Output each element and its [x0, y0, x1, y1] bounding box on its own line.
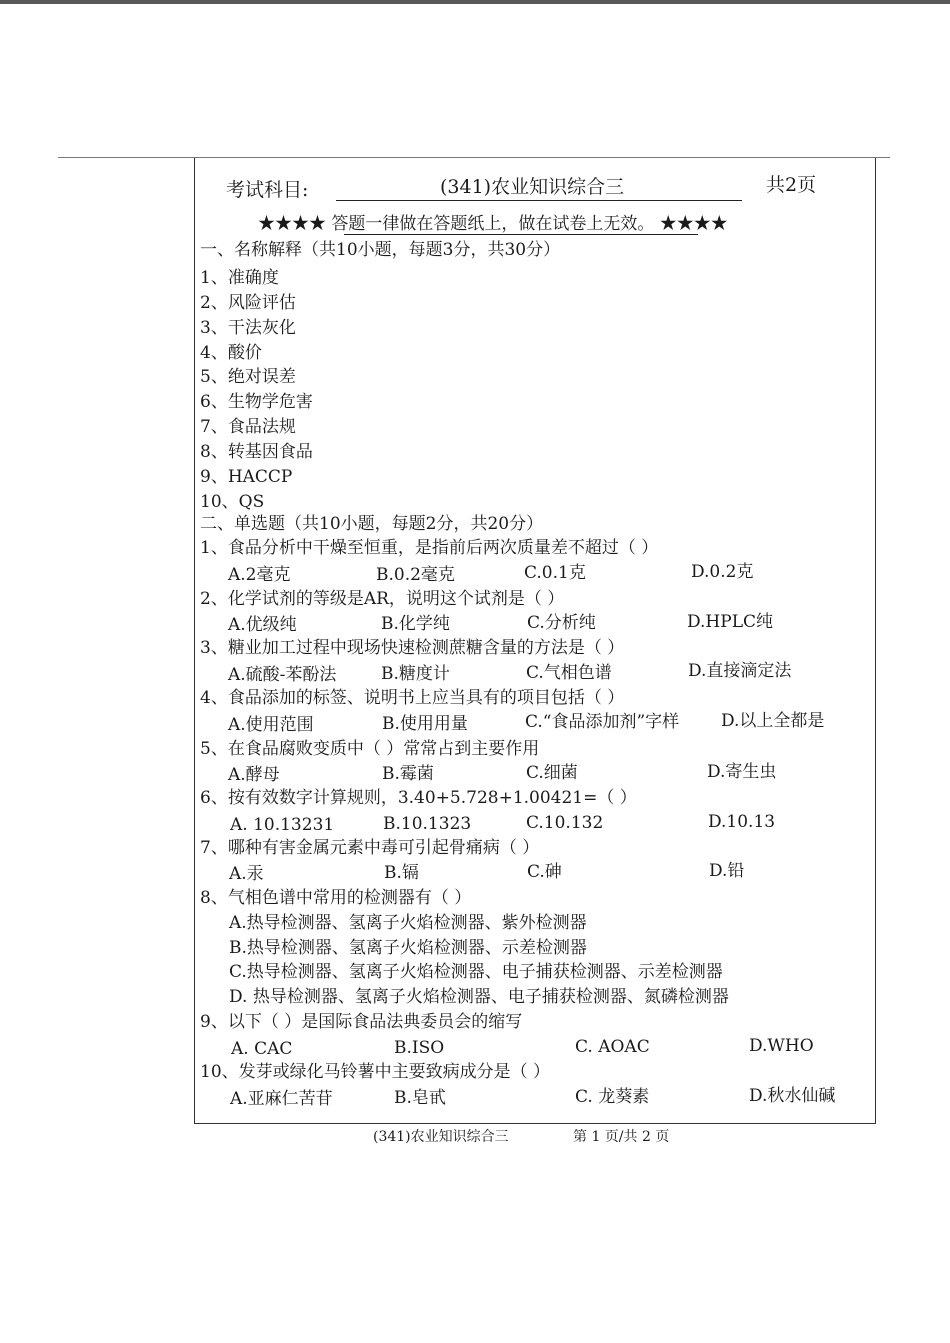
question-text: 1、食品分析中干燥至恒重，是指前后两次质量差不超过（ ） — [200, 538, 659, 558]
option-c: C.分析纯 — [527, 613, 596, 633]
term-item: 4、酸价 — [200, 343, 262, 363]
option-b: B.皂甙 — [394, 1088, 446, 1108]
option-d: D.秋水仙碱 — [749, 1086, 836, 1106]
option-a: A.优级纯 — [228, 615, 297, 635]
question-text: 7、哪种有害金属元素中毒可引起骨痛病（ ） — [200, 838, 540, 858]
header-rule — [58, 157, 890, 158]
question-text: 5、在食品腐败变质中（ ）常常占到主要作用 — [200, 739, 540, 759]
option-a: A. CAC — [231, 1039, 293, 1059]
option-a: A.酵母 — [228, 765, 280, 785]
option-d: D.10.13 — [708, 812, 776, 832]
frame-bottom-border — [194, 1123, 876, 1124]
frame-left-border — [194, 158, 195, 1124]
option-a: A.汞 — [229, 864, 264, 884]
option-b: B.0.2毫克 — [376, 565, 455, 585]
term-item: 3、干法灰化 — [200, 318, 296, 338]
term-item: 1、准确度 — [200, 268, 279, 288]
option-d: D.铅 — [709, 861, 745, 881]
footer-subject: (341)农业知识综合三 — [373, 1129, 509, 1145]
option-c: C.热导检测器、氢离子火焰检测器、电子捕获检测器、示差检测器 — [229, 962, 723, 982]
option-b: B.镉 — [384, 863, 419, 883]
term-item: 6、生物学危害 — [200, 392, 313, 412]
term-item: 2、风险评估 — [200, 293, 296, 313]
question-text: 10、发芽或绿化马铃薯中主要致病成分是（ ） — [200, 1062, 551, 1082]
option-a: A.使用范围 — [228, 715, 314, 735]
frame-right-border — [875, 158, 876, 1124]
option-a: A.热导检测器、氢离子火焰检测器、紫外检测器 — [229, 913, 587, 933]
option-a: A.亚麻仁苦苷 — [230, 1089, 333, 1109]
question-text: 8、气相色谱中常用的检测器有（ ） — [200, 888, 472, 908]
exam-subject-name: (341)农业知识综合三 — [440, 176, 625, 198]
term-item: 10、QS — [200, 492, 265, 512]
option-b: B.10.1323 — [383, 814, 472, 834]
option-b: B.霉菌 — [382, 764, 434, 784]
option-c: C. 龙葵素 — [575, 1087, 650, 1107]
option-d: D.WHO — [749, 1036, 814, 1056]
question-text: 4、食品添加的标签、说明书上应当具有的项目包括（ ） — [200, 688, 625, 708]
option-a: A.2毫克 — [228, 565, 291, 585]
option-d: D. 热导检测器、氢离子火焰检测器、电子捕获检测器、氮磷检测器 — [229, 987, 729, 1007]
option-b: B.热导检测器、氢离子火焰检测器、示差检测器 — [229, 938, 587, 958]
term-item: 5、绝对误差 — [200, 367, 296, 387]
option-d: D.HPLC纯 — [687, 612, 773, 632]
option-a: A. 10.13231 — [230, 815, 335, 835]
question-text: 9、以下（ ）是国际食品法典委员会的缩写 — [200, 1012, 523, 1032]
option-d: D.寄生虫 — [707, 762, 777, 782]
option-b: B.使用用量 — [382, 714, 468, 734]
term-item: 8、转基因食品 — [200, 442, 313, 462]
option-c: C. AOAC — [575, 1037, 650, 1057]
option-c: C.气相色谱 — [526, 663, 612, 683]
option-b: B.糖度计 — [381, 664, 450, 684]
subject-underline — [336, 200, 742, 201]
answer-notice: ★★★★ 答题一律做在答题纸上，做在试卷上无效。 ★★★★ — [258, 214, 728, 234]
question-text: 3、糖业加工过程中现场快速检测蔗糖含量的方法是（ ） — [200, 638, 625, 658]
option-c: C.10.132 — [526, 813, 604, 833]
option-b: B.ISO — [394, 1038, 445, 1058]
section2-title: 二、单选题（共10小题，每题2分，共20分） — [200, 514, 544, 534]
scan-top-edge — [0, 0, 950, 4]
option-d: D.直接滴定法 — [688, 661, 792, 681]
option-c: C.0.1克 — [524, 563, 586, 583]
question-text: 6、按有效数字计算规则，3.40+5.728+1.00421=（ ） — [200, 788, 637, 808]
section1-title: 一、名称解释（共10小题，每题3分，共30分） — [200, 240, 561, 260]
total-pages: 共2页 — [766, 174, 817, 196]
option-b: B.化学纯 — [381, 614, 450, 634]
term-item: 7、食品法规 — [200, 417, 296, 437]
option-a: A.硫酸-苯酚法 — [228, 665, 337, 685]
notice-underline — [344, 234, 698, 235]
option-c: C.砷 — [527, 862, 562, 882]
footer-page-number: 第 1 页/共 2 页 — [573, 1129, 670, 1145]
option-d: D.0.2克 — [691, 562, 754, 582]
option-c: C.细菌 — [526, 763, 578, 783]
term-item: 9、HACCP — [200, 467, 293, 487]
exam-subject-label: 考试科目: — [226, 179, 309, 201]
question-text: 2、化学试剂的等级是AR，说明这个试剂是（ ） — [200, 589, 565, 609]
option-d: D.以上全都是 — [721, 711, 825, 731]
option-c: C.“食品添加剂”字样 — [525, 712, 680, 732]
